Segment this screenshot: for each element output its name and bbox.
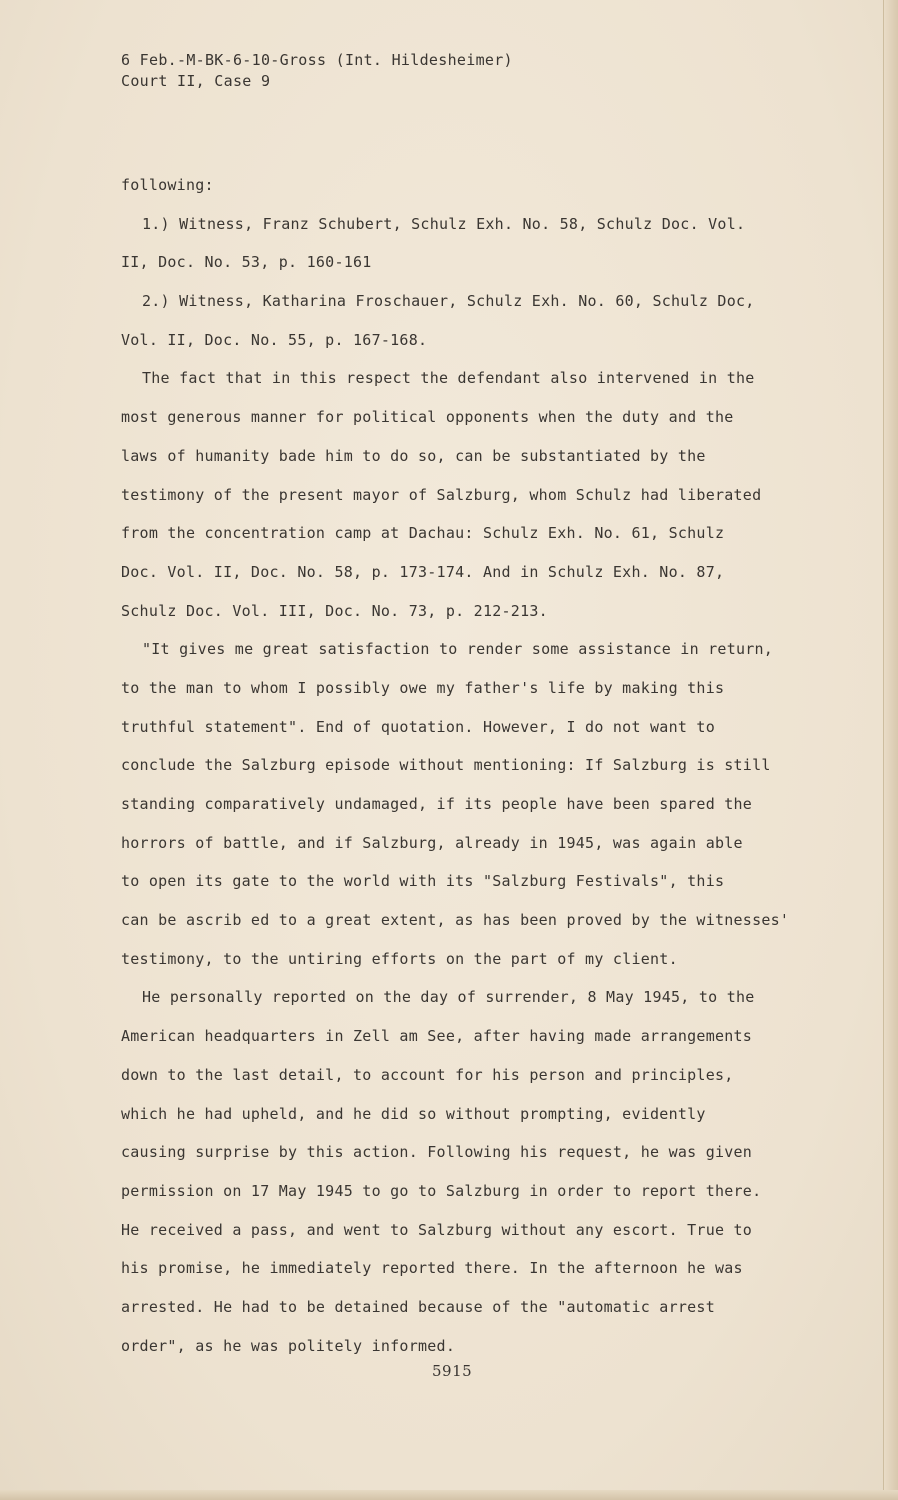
document-body [121,166,821,1365]
body-line: to the man to whom I possibly owe my father's life by making this [121,678,725,697]
body-line: "It gives me great satisfaction to render some assistance in return, [142,640,774,659]
body-line: to open its gate to the world with its "Salzburg Festivals", this [121,872,725,891]
body-line: truthful statement". End of quotation. However, I do not want to [121,717,715,736]
body-line: permission on 17 May 1945 to go to Salzburg in order to report there. [121,1181,762,1200]
body-line: The fact that in this respect the defendant also intervened in the [142,369,755,388]
page-edge-right [883,0,898,1500]
body-line: which he had upheld, and he did so without prompting, evidently [121,1104,706,1123]
body-line: American headquarters in Zell am See, after having made arrangements [121,1027,753,1046]
body-line: 2.) Witness, Katharina Froschauer, Schulz Exh. No. 60, Schulz Doc, [142,292,755,311]
body-line: He personally reported on the day of surrender, 8 May 1945, to the [142,988,755,1007]
header-court-line: Court II, Case 9 [121,72,271,90]
body-line: can be ascrib ed to a great extent, as has been proved by the witnesses' [121,911,790,930]
body-line: 1.) Witness, Franz Schubert, Schulz Exh. No. 58, Schulz Doc. Vol. [142,214,746,233]
body-line: II, Doc. No. 53, p. 160-161 [121,253,372,272]
body-line: most generous manner for political opponents when the duty and the [121,408,734,427]
body-line: order", as he was politely informed. [121,1336,456,1355]
body-line: from the concentration camp at Dachau: Schulz Exh. No. 61, Schulz [121,524,725,543]
body-line: Vol. II, Doc. No. 55, p. 167-168. [121,330,428,349]
body-line: Doc. Vol. II, Doc. No. 58, p. 173-174. And in Schulz Exh. No. 87, [121,562,725,581]
body-line: conclude the Salzburg episode without mentioning: If Salzburg is still [121,756,771,775]
page-number: 5915 [432,1362,473,1380]
body-line: testimony, to the untiring efforts on the part of my client. [121,949,678,968]
body-line: laws of humanity bade him to do so, can be substantiated by the [121,446,706,465]
body-line: He received a pass, and went to Salzburg without any escort. True to [121,1220,753,1239]
body-line: his promise, he immediately reported there. In the afternoon he was [121,1259,743,1278]
body-line: testimony of the present mayor of Salzburg, whom Schulz had liberated [121,485,762,504]
body-line: down to the last detail, to account for his person and principles, [121,1065,734,1084]
body-line: horrors of battle, and if Salzburg, already in 1945, was again able [121,833,743,852]
body-line: following: [121,176,214,194]
body-line: causing surprise by this action. Following his request, he was given [121,1143,753,1162]
body-line: Schulz Doc. Vol. III, Doc. No. 73, p. 212-213. [121,601,548,620]
header-reference-line: 6 Feb.-M-BK-6-10-Gross (Int. Hildesheimer) [121,51,513,69]
body-line: arrested. He had to be detained because of the "automatic arrest [121,1297,715,1316]
body-line: standing comparatively undamaged, if its people have been spared the [121,795,753,813]
page-edge-bottom [0,1490,898,1500]
document-header [121,50,513,92]
